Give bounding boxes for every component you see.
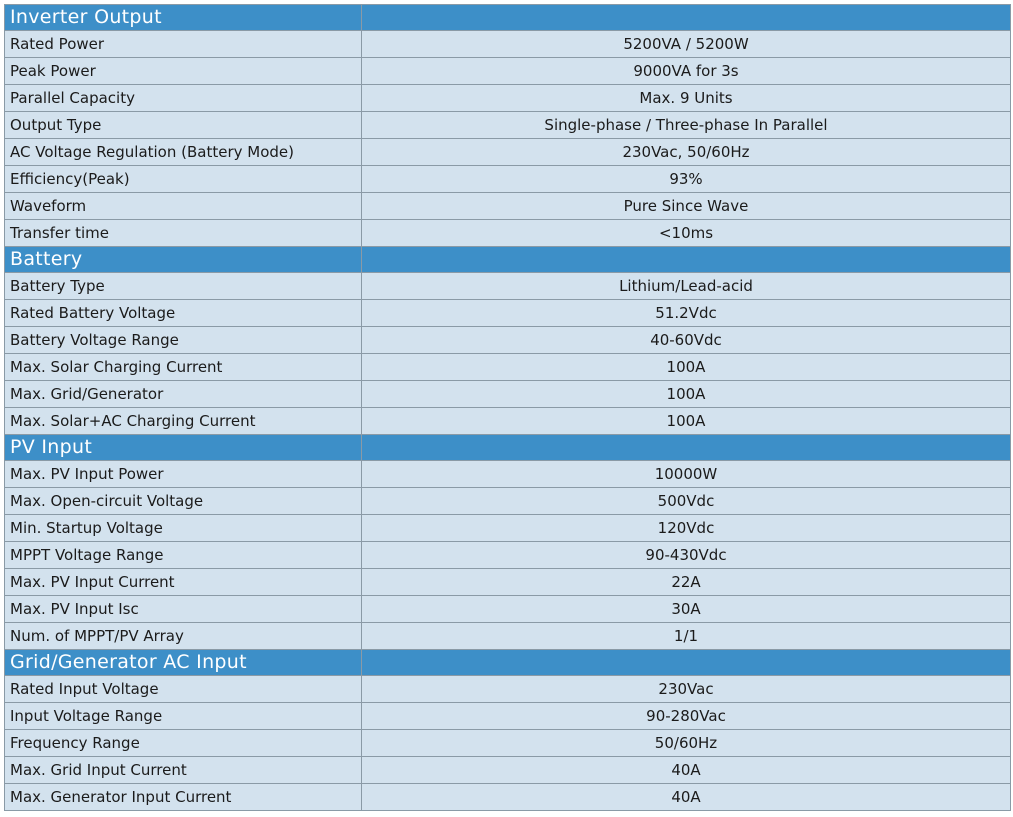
row-label: Num. of MPPT/PV Array: [5, 623, 362, 650]
table-row: [5, 220, 1011, 247]
row-value: 90-430Vdc: [362, 542, 1011, 569]
table-row: [5, 461, 1011, 488]
row-value: 5200VA / 5200W: [362, 31, 1011, 58]
table-row: [5, 193, 1011, 220]
section-header-battery: [5, 247, 1011, 273]
row-value: 230Vac, 50/60Hz: [362, 139, 1011, 166]
table-row: [5, 354, 1011, 381]
section-title: PV Input: [5, 435, 362, 461]
row-label: Output Type: [5, 112, 362, 139]
spec-table: [4, 4, 1011, 811]
row-value: 22A: [362, 569, 1011, 596]
table-row: [5, 542, 1011, 569]
table-row: [5, 327, 1011, 354]
row-label: Max. Open-circuit Voltage: [5, 488, 362, 515]
row-value: 120Vdc: [362, 515, 1011, 542]
row-label: Rated Battery Voltage: [5, 300, 362, 327]
row-value: Pure Since Wave: [362, 193, 1011, 220]
row-value: 51.2Vdc: [362, 300, 1011, 327]
row-value: <10ms: [362, 220, 1011, 247]
row-label: Efficiency(Peak): [5, 166, 362, 193]
row-label: Battery Voltage Range: [5, 327, 362, 354]
row-label: MPPT Voltage Range: [5, 542, 362, 569]
row-value: 100A: [362, 408, 1011, 435]
spec-table-body: [5, 5, 1011, 811]
table-row: [5, 784, 1011, 811]
row-value: 1/1: [362, 623, 1011, 650]
section-header-pv-input: [5, 435, 1011, 461]
row-label: Max. Solar Charging Current: [5, 354, 362, 381]
row-label: Frequency Range: [5, 730, 362, 757]
row-value: Max. 9 Units: [362, 85, 1011, 112]
table-row: [5, 381, 1011, 408]
row-label: Max. Grid Input Current: [5, 757, 362, 784]
table-row: [5, 166, 1011, 193]
row-label: Min. Startup Voltage: [5, 515, 362, 542]
row-label: Peak Power: [5, 58, 362, 85]
section-header-inverter-output: [5, 5, 1011, 31]
table-row: [5, 112, 1011, 139]
row-label: Rated Power: [5, 31, 362, 58]
row-label: AC Voltage Regulation (Battery Mode): [5, 139, 362, 166]
row-label: Max. Generator Input Current: [5, 784, 362, 811]
table-row: [5, 488, 1011, 515]
table-row: [5, 757, 1011, 784]
row-value: 100A: [362, 381, 1011, 408]
row-value: 50/60Hz: [362, 730, 1011, 757]
row-label: Max. Solar+AC Charging Current: [5, 408, 362, 435]
row-value: 9000VA for 3s: [362, 58, 1011, 85]
row-label: Max. PV Input Current: [5, 569, 362, 596]
row-value: 500Vdc: [362, 488, 1011, 515]
table-row: [5, 139, 1011, 166]
row-label: Waveform: [5, 193, 362, 220]
row-value: 230Vac: [362, 676, 1011, 703]
row-value: 90-280Vac: [362, 703, 1011, 730]
row-value: Lithium/Lead-acid: [362, 273, 1011, 300]
table-row: [5, 300, 1011, 327]
table-row: [5, 273, 1011, 300]
row-label: Battery Type: [5, 273, 362, 300]
section-header-blank: [362, 650, 1011, 676]
section-header-blank: [362, 247, 1011, 273]
section-header-blank: [362, 5, 1011, 31]
table-row: [5, 703, 1011, 730]
row-value: 40A: [362, 784, 1011, 811]
row-label: Rated Input Voltage: [5, 676, 362, 703]
table-row: [5, 515, 1011, 542]
row-label: Max. Grid/Generator: [5, 381, 362, 408]
row-label: Max. PV Input Power: [5, 461, 362, 488]
table-row: [5, 596, 1011, 623]
row-value: 100A: [362, 354, 1011, 381]
table-row: [5, 676, 1011, 703]
row-value: 30A: [362, 596, 1011, 623]
row-value: 93%: [362, 166, 1011, 193]
row-value: 40-60Vdc: [362, 327, 1011, 354]
row-label: Parallel Capacity: [5, 85, 362, 112]
row-value: 40A: [362, 757, 1011, 784]
section-header-grid-generator-ac-input: [5, 650, 1011, 676]
row-label: Transfer time: [5, 220, 362, 247]
table-row: [5, 623, 1011, 650]
table-row: [5, 58, 1011, 85]
table-row: [5, 31, 1011, 58]
row-label: Max. PV Input Isc: [5, 596, 362, 623]
table-row: [5, 408, 1011, 435]
table-row: [5, 85, 1011, 112]
row-label: Input Voltage Range: [5, 703, 362, 730]
section-header-blank: [362, 435, 1011, 461]
row-value: Single-phase / Three-phase In Parallel: [362, 112, 1011, 139]
section-title: Inverter Output: [5, 5, 362, 31]
section-title: Battery: [5, 247, 362, 273]
table-row: [5, 569, 1011, 596]
section-title: Grid/Generator AC Input: [5, 650, 362, 676]
row-value: 10000W: [362, 461, 1011, 488]
table-row: [5, 730, 1011, 757]
